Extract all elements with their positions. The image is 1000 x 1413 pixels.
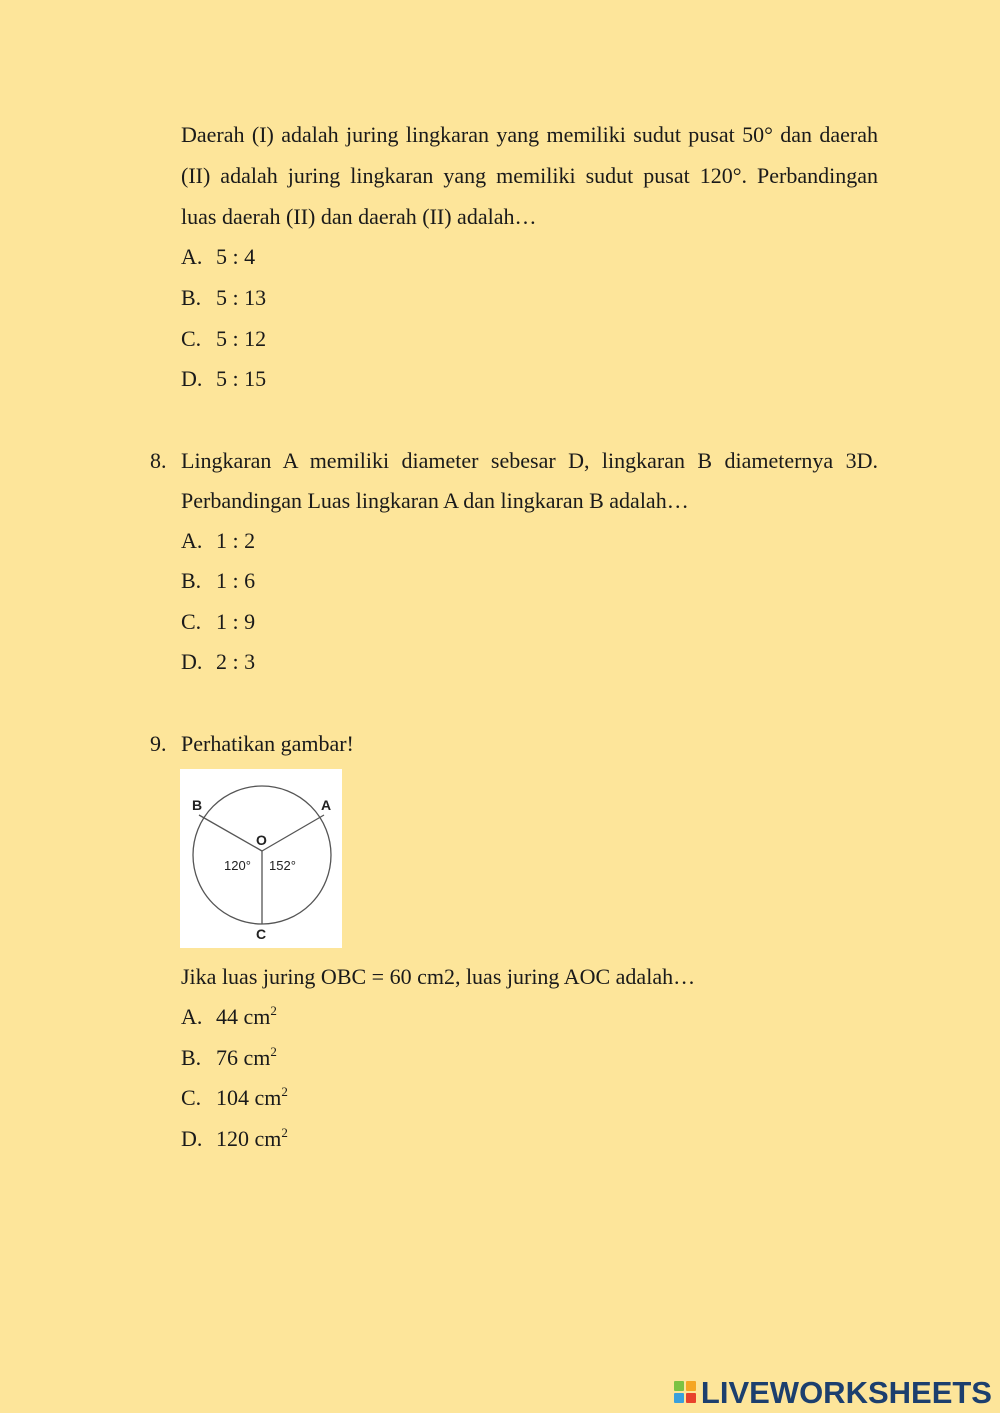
q9-option-d[interactable]: D. 120 $cm^2$ [181, 1125, 288, 1151]
q8-text-line1: Lingkaran A memiliki diameter sebesar D, lingkaran B diameternya 3D. [181, 448, 878, 473]
label-a: A [321, 797, 332, 813]
q7-option-c[interactable]: C. 5 : 12 [181, 326, 267, 351]
angle-boc-label: 120° [224, 858, 251, 873]
q8-option-c[interactable]: C. 1 : 9 [181, 609, 256, 634]
liveworksheets-logo [673, 1373, 992, 1413]
radius-oa [262, 815, 324, 851]
q7-option-a[interactable]: A. 5 : 4 [181, 244, 256, 269]
q8-number: 8. [150, 448, 167, 473]
circle-diagram [180, 769, 342, 948]
liveworksheets-icon [673, 1379, 699, 1407]
q8-option-d[interactable]: D. 2 : 3 [181, 649, 256, 674]
label-c: C [256, 926, 267, 942]
q9-question: Jika luas juring OBC = 60 cm2, luas juring AOC adalah… [181, 964, 696, 989]
q7-text: Daerah (I) adalah juring lingkaran yang memiliki sudut pusat 50° dan daerah (II) adalah juring lingkaran yang memiliki sudut pusat 120°. Perbandingan luas daerah (II) dan daerah (II) adalah… [181, 122, 878, 229]
q9-option-b[interactable]: B. 76 $cm^2$ [181, 1044, 277, 1070]
label-b: B [192, 797, 203, 813]
radius-ob [199, 815, 262, 851]
q8-option-a[interactable]: A. 1 : 2 [181, 528, 256, 553]
q7-option-d[interactable]: D. 5 : 15 [181, 366, 267, 391]
label-o: O [256, 832, 267, 848]
q9-number: 9. [150, 731, 167, 756]
q9-option-a[interactable]: A. 44 $cm^2$ [181, 1003, 277, 1029]
q8-text-line2: Perbandingan Luas lingkaran A dan lingkaran B adalah… [181, 488, 689, 513]
angle-aoc-label: 152° [269, 858, 296, 873]
circle-sector-figure [180, 769, 342, 948]
q9-instruction: Perhatikan gambar! [181, 731, 354, 756]
q9-option-c[interactable]: C. 104 $cm^2$ [181, 1084, 288, 1110]
q7-option-b[interactable]: B. 5 : 13 [181, 285, 267, 310]
brand-name: LIVEWORKSHEETS [700, 1375, 992, 1410]
q8-option-b[interactable]: B. 1 : 6 [181, 568, 256, 593]
